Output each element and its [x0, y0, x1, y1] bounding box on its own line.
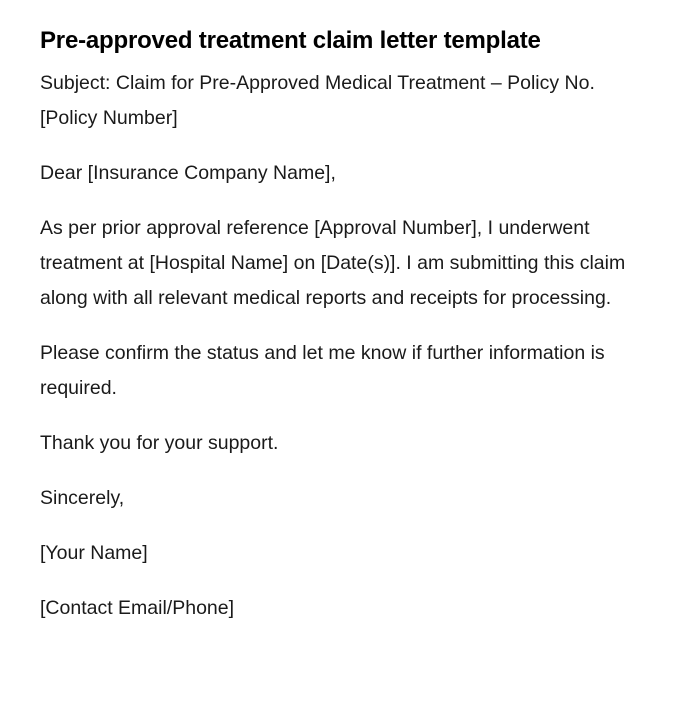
page-title: Pre-approved treatment claim letter template	[40, 27, 541, 54]
letter-salutation: Dear [Insurance Company Name],	[40, 162, 336, 184]
letter-template	[40, 24, 640, 646]
letter-body-paragraph: Please confirm the status and let me know if further information is required.	[40, 342, 605, 399]
letter-thanks: Thank you for your support.	[40, 432, 279, 454]
letter-body-paragraph: As per prior approval reference [Approval Number], I underwent treatment at [Hospital Name] on [Date(s)]. I am submitting this claim along with all relevant medical reports and receipts for processing.	[40, 217, 626, 309]
letter-subject: Subject: Claim for Pre-Approved Medical Treatment – Policy No. [Policy Number]	[40, 72, 595, 129]
letter-closing: Sincerely,	[40, 487, 125, 509]
signature-contact: [Contact Email/Phone]	[40, 597, 235, 619]
signature-name: [Your Name]	[40, 542, 148, 564]
